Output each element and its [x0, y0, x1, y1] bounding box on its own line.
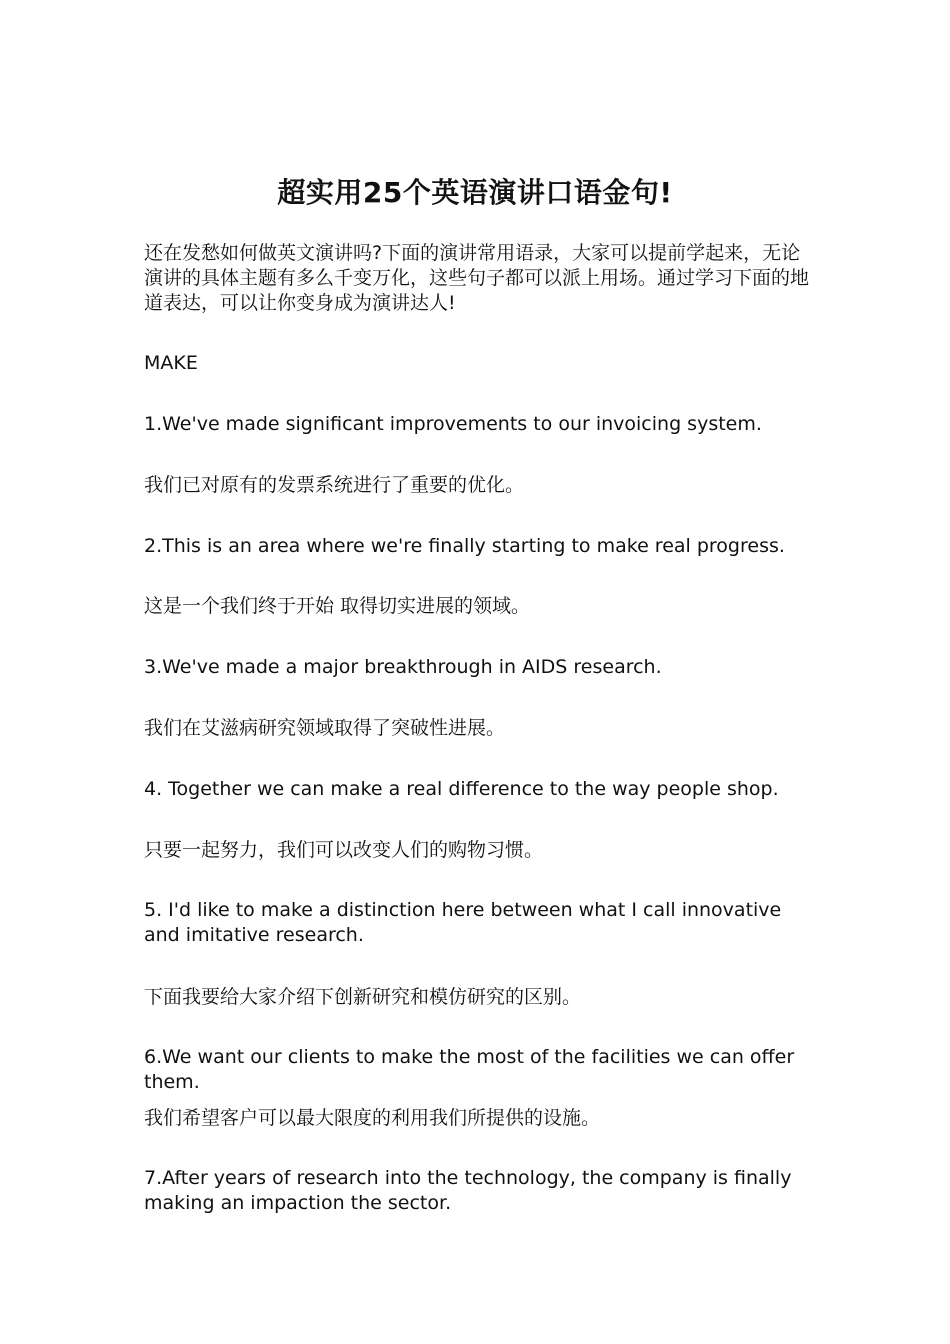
sentence-6-chinese: 我们希望客户可以最大限度的利用我们所提供的设施。 — [144, 1107, 601, 1129]
sentence-5-english: 5. I'd like to make a distinction here between what I call innovative and imitative research. — [144, 899, 782, 946]
section-heading: MAKE — [144, 352, 198, 374]
sentence-2-chinese: 这是一个我们终于开始 取得切实进展的领域。 — [144, 595, 531, 617]
sentence-5-chinese: 下面我要给大家介绍下创新研究和模仿研究的区别。 — [144, 986, 582, 1008]
sentence-3-chinese: 我们在艾滋病研究领域取得了突破性进展。 — [144, 717, 506, 739]
sentence-4-english: 4. Together we can make a real difference to the way people shop. — [144, 778, 779, 800]
page-title: 超实用25个英语演讲口语金句! — [277, 176, 673, 209]
sentence-1-chinese: 我们已对原有的发票系统进行了重要的优化。 — [144, 474, 525, 496]
sentence-3-english: 3.We've made a major breakthrough in AIDS research. — [144, 656, 662, 678]
sentence-6-english: 6.We want our clients to make the most of the facilities we can offer them. — [144, 1046, 795, 1093]
sentence-2-english: 2.This is an area where we're finally starting to make real progress. — [144, 535, 785, 557]
sentence-1-english: 1.We've made significant improvements to our invoicing system. — [144, 413, 762, 435]
intro-paragraph: 还在发愁如何做英文演讲吗?下面的演讲常用语录，大家可以提前学起来，无论演讲的具体主题有多么千变万化，这些句子都可以派上用场。通过学习下面的地道表达，可以让你变身成为演讲达人! — [144, 242, 810, 314]
sentence-7-english: 7.After years of research into the technology, the company is finally making an impaction the sector. — [144, 1167, 792, 1214]
sentence-4-chinese: 只要一起努力，我们可以改变人们的购物习惯。 — [144, 839, 544, 861]
